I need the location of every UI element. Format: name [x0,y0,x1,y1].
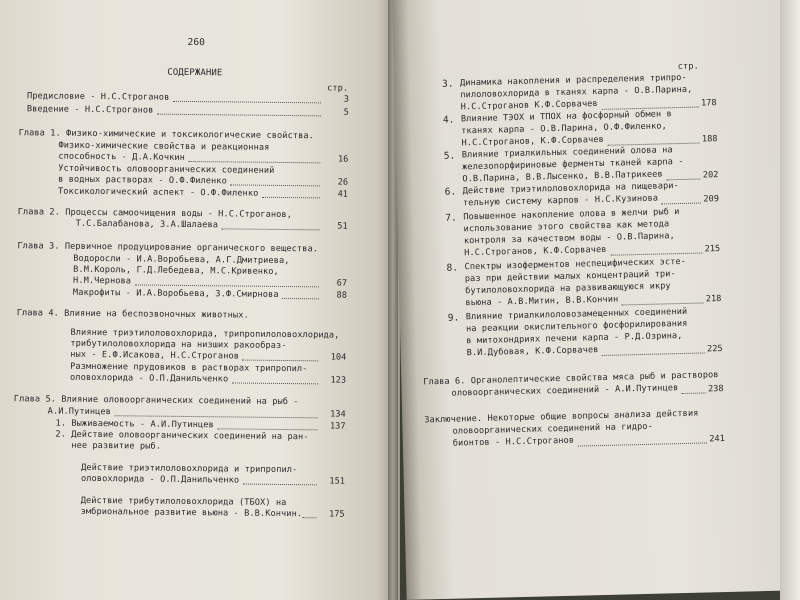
toc-item-number: 3. [441,78,454,90]
toc-entry-text: использование этого свойства как метода [463,219,670,235]
toc-entry-text: Н.С.Строганов, К.Ф.Сорвачев [461,134,605,149]
toc-entry-text: Н.С.Строганов, К.Ф.Сорвачев [464,244,607,259]
page-number: 260 [187,36,206,49]
toc-item-number: 8. [446,262,459,274]
toc-entry-text: Действие триэтилоловохлорида и трипропил- [81,462,298,476]
toc-entry-text: нее развитие рыб. [71,440,162,452]
toc-entry-text: контроля за качеством воды - О.В.Парина, [463,231,675,247]
toc-entry-text: Влияние триалкилоловозамещенных соединений [465,306,688,323]
toc-entry-text: Действие триэтилоловохлорида на пищевари- [462,181,679,197]
toc-entry-text: бионтов - Н.С.Строганов [452,435,575,449]
leader-dots [242,483,317,486]
leader-dots [188,160,320,163]
toc-entry-text: железопорфириновые ферменты тканей карпа - [461,156,684,173]
toc-entry-text: оловохлорида - О.П.Данильченко [69,372,229,385]
toc-entry-text: способность - Д.А.Кочкин [58,151,185,163]
toc-entry-text: тельную систему карпов - Н.С.Кузинова [462,193,659,209]
toc-entry-text: вьюна - А.В.Митин, В.В.Кончин [465,294,619,309]
toc-entry-text: Макрофиты - И.А.Воробьева, З.Ф.Смирнова [72,287,279,300]
toc-entry-text: бутилоловохлорида на развивающуюся икру [465,281,671,297]
toc-entry-text: Глава 5. Влияние оловоорганических соединений на рыб - [13,394,299,408]
toc-entry-page: 26 [337,177,349,188]
toc-entry-text: на реакции окислительного фосфорилирования [465,318,688,335]
toc-entry-text: Глава 4. Влияние на беспозвоночных животных. [16,308,249,321]
toc-entry-text: Действие трибутилоловохлорида (ТБОХ) на [80,495,287,509]
toc-item-number: 7. [445,212,457,224]
cover-edge [780,0,800,600]
toc-entry-text: Токсикологический аспект - О.Ф.Филенко [57,186,259,199]
toc-entry-text: А.И.Путинцев [47,406,112,418]
leader-dots [261,196,320,199]
leader-dots [135,283,319,287]
leader-dots [230,183,320,186]
toc-entry-text: Спектры изоферментов неспецифических эсте- [464,256,687,273]
toc-entry-text: оловоорганических соединений на гидро- [452,421,654,437]
toc-entry-text: в митохондриях печени карпа - Р.Д.Озрина, [466,331,683,347]
toc-entry-text: трибутилоловохлорида на низших ракообраз- [70,338,287,352]
toc-entry-text: В.И.Дубовая, К.Ф.Сорвачев [466,345,599,359]
toc-heading: СОДЕРЖАНИЕ [167,67,223,79]
toc-entry-page: 51 [337,221,348,232]
toc-entry-text: Водоросли - И.А.Воробьева, А.Г.Дмитриева, [73,253,290,267]
toc-entry-page: 215 [704,244,721,255]
page-column-label-right: стр. [677,61,699,73]
leader-dots [282,297,319,299]
toc-entry-text: О.В.Парина, В.В.Лысенко, В.В.Патрикеев [462,169,663,185]
toc-entry-text: оловохлорида - О.П.Данильченко [80,473,240,486]
toc-entry-text: Введение - Н.С.Строганов [26,104,154,116]
leader-dots [173,100,321,104]
toc-entry-text: Физико-химические свойства и реакционная [58,140,270,153]
toc-entry-text: тканях карпа - О.В.Парина, О.Ф.Филенко, [461,121,667,137]
toc-entry-page: 16 [337,154,349,165]
toc-entry-text: Влияние ТЭОХ и ТПОХ на фосфорный обмен в [460,109,672,125]
toc-entry-page: 151 [329,476,346,487]
toc-entry-page: 3 [343,94,350,105]
toc-entry-text: Динамика накопления и распределения трипро- [459,72,687,89]
toc-entry-text: Заключение. Некоторые общие вопросы анализа действия [424,408,699,426]
leader-dots [602,351,705,356]
toc-entry-page: 104 [330,352,347,363]
page-column-label: стр. [327,83,349,94]
toc-entry-page: 137 [329,421,346,432]
toc-entry-page: 134 [330,409,346,420]
leader-dots [242,359,318,362]
toc-entry-text: Глава 2. Процессы самоочищения воды - Н.С.Строганов, [17,207,293,221]
toc-entry-text: Глава 3. Первичное продуцирование органического вещества. [17,241,319,255]
toc-entry-text: эмбриональное развитие вьюна - В.В.Кончин. [80,506,303,520]
toc-entry-text: раз при действии малых концентраций три- [464,269,676,285]
toc-entry-text: ных - Е.Ф.Исакова, Н.С.Строганов [70,349,240,362]
right-page [392,0,800,600]
leader-dots [231,381,318,384]
toc-entry-page: 241 [709,434,725,445]
toc-entry-text: Влияние триэтилоловохлорида, трипропилоловохлорида, [70,327,340,341]
leader-dots [578,441,707,446]
toc-entry-text: В.М.Король, Г.Д.Лебедева, М.С.Кривенко, [73,264,279,277]
toc-entry-text: Т.С.Балабанова, З.А.Шалаева [75,218,219,231]
toc-entry-page: 175 [329,509,345,520]
toc-entry-page: 88 [336,290,347,301]
toc-entry-page: 5 [343,107,349,118]
leader-dots [217,427,318,430]
toc-entry-page: 41 [337,189,349,200]
toc-entry-page: 67 [336,278,348,289]
toc-entry-page: 238 [707,384,724,395]
toc-entry-page: 225 [706,344,723,355]
leader-dots [221,227,319,230]
toc-entry-text: Н.С.Строганов К.Ф.Сорвачев [460,99,598,113]
toc-entry-text: Размножение прудовиков в растворах трипропил- [70,361,308,375]
toc-entry-text: пилоловохлорида в тканях карпа - О.В.Парина, [460,84,693,101]
toc-item-number: 6. [444,186,457,198]
toc-item-number: 4. [442,114,455,126]
leader-dots [157,113,321,117]
toc-item-number: 5. [443,150,456,162]
toc-entry-page: 202 [702,170,719,181]
toc-entry-text: Н.М.Чернова [73,275,132,287]
toc-entry-text: Устойчивость оловоорганических соединений [58,163,275,176]
toc-entry-text: 2. Действие оловоорганических соединений на ран- [55,429,309,443]
toc-entry-page: 188 [701,134,718,145]
toc-entry-text: Повышенное накопление олова в желчи рыб и [463,207,680,223]
toc-entry-text: Глава 6. Органолептические свойства мяса рыб и растворов [423,370,719,388]
toc-entry-text: оловоорганических соединений - А.И.Путинцев [451,383,679,399]
leader-dots [610,251,702,255]
toc-entry-page: 123 [330,375,347,386]
leader-dots [115,414,318,418]
toc-item-number: 9. [447,312,460,324]
toc-entry-text: 1. Выживаемость - А.И.Путинцев [55,418,214,431]
toc-entry-page: 178 [700,98,717,109]
toc-entry-text: в водных растворах - О.Ф.Филенко [58,174,227,187]
toc-entry-text: Предисловие - Н.С.Строганов [26,91,170,103]
toc-entry-page: 218 [705,294,722,305]
leader-dots [303,516,317,518]
toc-entry-page: 209 [703,194,720,205]
toc-entry-text: Глава 1. Физико-химические и токсикологические свойства. [18,128,314,142]
toc-entry-text: Влияние триалкильных соединений олова на [461,145,673,161]
